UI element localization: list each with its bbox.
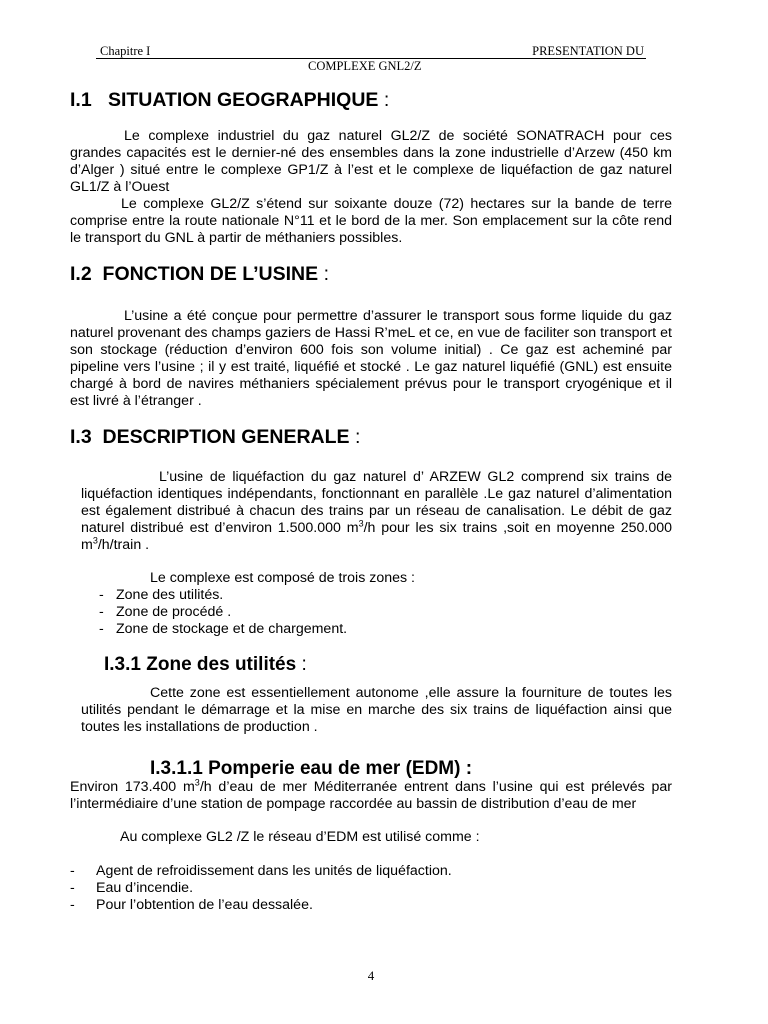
header-title-line2: COMPLEXE GNL2/Z: [308, 59, 422, 73]
description-text-a: L’usine de liquéfaction du gaz naturel d’ ARZEW GL2 comprend six trains de liquéfaction identiques indépendants, fonctionnant en parallèle .Le gaz naturel d’alimentation est également distribué à chacun des trains par un réseau de canalisation. Le débit de gaz naturel distribué est d’environ 1.500.000 m: [81, 469, 672, 536]
section-title: Zone des utilités: [146, 654, 297, 675]
section-title: Pomperie eau de mer (EDM) :: [208, 758, 473, 779]
section-heading-1-1: [70, 89, 389, 112]
list-item: - Pour l’obtention de l’eau dessalée.: [70, 897, 670, 914]
superscript-3: 3: [194, 777, 200, 788]
list-item: - Eau d’incendie.: [70, 880, 670, 897]
description-text-c: /h/train .: [97, 537, 150, 553]
paragraph-edm: [70, 779, 672, 813]
heading-colon: :: [323, 263, 329, 285]
section-number: I.3.1.1: [150, 758, 203, 779]
list-item: - Zone de procédé .: [99, 604, 599, 621]
section-title: SITUATION GEOGRAPHIQUE: [107, 89, 379, 111]
edm-text-b: /h d’eau de mer Méditerranée entrent dans l’usine qui est prélevés par l’intermédiaire d’une station de pompage raccordée au bassin de distribution d’eau de mer: [70, 779, 673, 812]
list-item: - Agent de refroidissement dans les unités de liquéfaction.: [70, 863, 670, 880]
heading-colon: :: [383, 89, 390, 111]
paragraph-edm-usage: Au complexe GL2 /Z le réseau d’EDM est utilisé comme :: [120, 829, 480, 845]
list-item: - Zone des utilités.: [99, 587, 599, 604]
heading-colon: :: [354, 426, 361, 448]
paragraph-fonction: L’usine a été conçue pour permettre d’assurer le transport sous forme liquide du gaz naturel provenant des champs gaziers de Hassi R’meL et ce, en vue de faciliter son transport et son stockage (réduction d’environ 600 fois son volume initial) . Ce gaz est acheminé par pipeline vers l’usine ; il y est traité, liquéfié et stocké . Le gaz naturel liquéfié (GNL) est ensuite chargé à bord de navires méthaniers spécialement prévus pour le transport cryogénique et il est livré à l’étranger .: [70, 308, 672, 409]
section-number: I.1: [70, 89, 92, 111]
section-title: FONCTION DE L’USINE: [102, 263, 319, 285]
description-text-b: /h pour les six trains ,soit en moyenne 250.000 m: [81, 520, 672, 553]
section-number: I.2: [70, 263, 92, 285]
header-title-line1: PRESENTATION DU: [532, 44, 644, 58]
list-item: - Zone de stockage et de chargement.: [99, 621, 599, 638]
paragraph-description: [81, 469, 672, 554]
section-heading-1-3: [70, 426, 360, 449]
zones-intro: Le complexe est composé de trois zones :: [150, 570, 415, 586]
section-number: I.3: [70, 426, 92, 448]
section-number: I.3.1: [104, 654, 141, 675]
paragraph-utilites: Cette zone est essentiellement autonome ,elle assure la fourniture de toutes les utilités pendant le démarrage et la mise en marche des six trains de liquéfaction ainsi que toutes les installations de production .: [81, 685, 672, 735]
edm-uses-list: [70, 863, 670, 914]
zones-list: [99, 587, 599, 638]
paragraph-situation-2: Le complexe GL2/Z s’étend sur soixante douze (72) hectares sur la bande de terre comprise entre la route nationale N°11 et le bord de la mer. Son emplacement sur la côte rend le transport du GNL à partir de méthaniers possibles.: [70, 196, 672, 246]
superscript-3: 3: [358, 518, 364, 529]
edm-text-a: Environ 173.400 m: [70, 779, 195, 795]
page-number: 4: [367, 968, 375, 983]
subsection-heading-1-3-1: [104, 654, 307, 676]
superscript-3: 3: [92, 535, 98, 546]
heading-colon: :: [301, 654, 307, 675]
section-title: DESCRIPTION GENERALE: [102, 426, 350, 448]
section-heading-1-2: [70, 263, 329, 286]
running-header: [96, 44, 646, 78]
chapter-label: Chapitre I: [100, 44, 151, 58]
paragraph-situation-1: Le complexe industriel du gaz naturel GL2/Z de société SONATRACH pour ces grandes capacités est le dernier-né des ensembles dans la zone industrielle d’Arzew (450 km d’Alger ) situé entre le complexe GP1/Z à l’est et le complexe de liquéfaction de gaz naturel GL1/Z à l’Ouest: [70, 128, 672, 195]
